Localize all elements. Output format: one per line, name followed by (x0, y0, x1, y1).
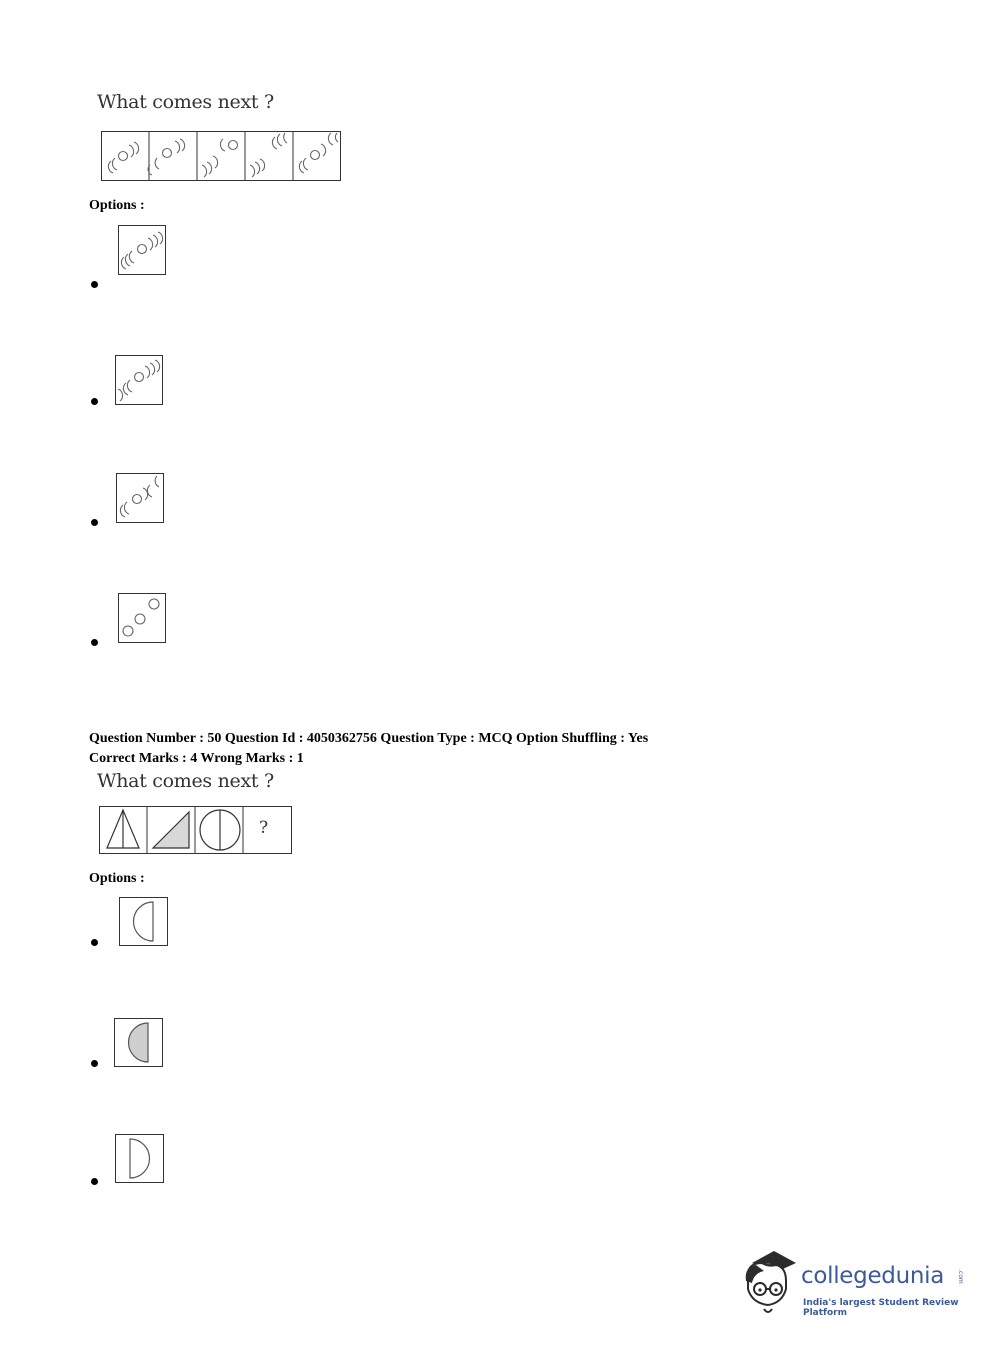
q50-option-2-figure[interactable] (114, 1018, 163, 1067)
q50-options-label: Options : (89, 871, 145, 886)
q50-option-2-bullet (91, 1060, 98, 1067)
collegedunia-logo[interactable] (742, 1249, 967, 1319)
q49-option-4-figure[interactable] (118, 593, 166, 643)
q50-prompt: What comes next ? (97, 770, 274, 792)
q49-option-3-bullet (91, 519, 98, 526)
q50-meta-line-1: Question Number : 50 Question Id : 4050362756 Question Type : MCQ Option Shuffling : Yes (89, 731, 649, 746)
q50-option-1-bullet (91, 939, 98, 946)
q49-option-3-figure[interactable] (116, 473, 164, 523)
mascot-icon (742, 1249, 800, 1317)
q50-sequence-figure (99, 806, 292, 854)
q49-prompt: What comes next ? (97, 91, 274, 113)
q50-meta-line-2: Correct Marks : 4 Wrong Marks : 1 (89, 751, 304, 766)
brand-tagline: India's largest Student Review Platform (803, 1298, 959, 1318)
q50-option-1-figure[interactable] (119, 897, 168, 946)
brand-name: collegedunia (801, 1263, 945, 1289)
q49-option-1-bullet (91, 281, 98, 288)
q49-option-1-figure[interactable] (118, 225, 166, 275)
q50-option-3-bullet (91, 1178, 98, 1185)
brand-suffix: .com (957, 1269, 964, 1284)
q49-sequence-figure (101, 131, 341, 181)
q49-option-2-figure[interactable] (115, 355, 163, 405)
q49-option-4-bullet (91, 639, 98, 646)
q49-option-2-bullet (91, 398, 98, 405)
q50-sequence-unknown: ? (259, 818, 269, 838)
q49-options-label: Options : (89, 198, 145, 213)
q50-option-3-figure[interactable] (115, 1134, 164, 1183)
